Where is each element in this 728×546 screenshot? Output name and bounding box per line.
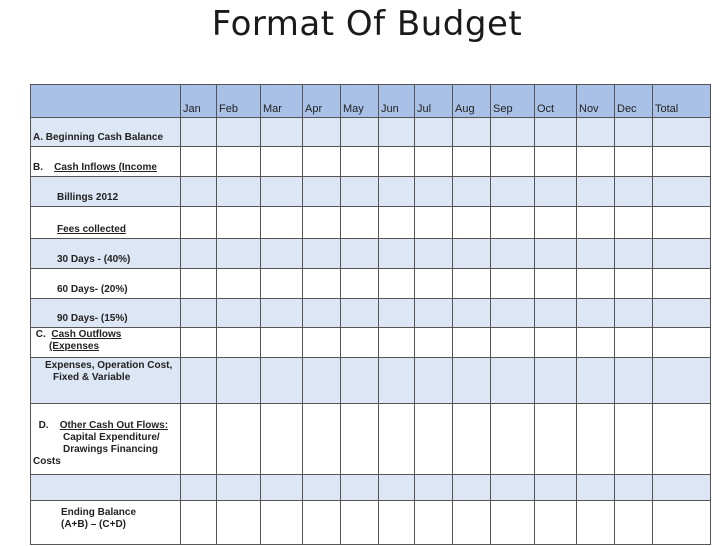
cell-sep[interactable] <box>491 118 535 147</box>
cell-apr[interactable] <box>303 147 341 177</box>
cell-aug[interactable] <box>453 501 491 545</box>
cell-jun[interactable] <box>379 207 415 239</box>
row-label <box>31 475 181 501</box>
cell-may[interactable] <box>341 299 379 328</box>
cell-feb[interactable] <box>217 177 261 207</box>
cell-total[interactable] <box>653 207 711 239</box>
cell-jan[interactable] <box>181 501 217 545</box>
cell-aug[interactable] <box>453 239 491 269</box>
row-expenses <box>31 358 711 404</box>
cell-oct[interactable] <box>535 207 577 239</box>
header-label-cell <box>31 85 181 118</box>
cell-may[interactable] <box>341 269 379 299</box>
cell-nov[interactable] <box>577 207 615 239</box>
cell-oct[interactable] <box>535 358 577 404</box>
header-row <box>31 85 711 118</box>
cell-jul[interactable] <box>415 328 453 358</box>
row-cash-outflows <box>31 328 711 358</box>
cell-nov[interactable] <box>577 177 615 207</box>
cell-aug[interactable] <box>453 299 491 328</box>
cell-aug[interactable] <box>453 147 491 177</box>
cell-jun[interactable] <box>379 239 415 269</box>
cell-mar[interactable] <box>261 328 303 358</box>
cell-nov[interactable] <box>577 475 615 501</box>
cell-mar[interactable] <box>261 475 303 501</box>
cell-mar[interactable] <box>261 147 303 177</box>
cell-jun[interactable] <box>379 404 415 475</box>
cell-oct[interactable] <box>535 501 577 545</box>
cell-may[interactable] <box>341 328 379 358</box>
cell-jun[interactable] <box>379 328 415 358</box>
cell-oct[interactable] <box>535 177 577 207</box>
cell-apr[interactable] <box>303 299 341 328</box>
cell-nov[interactable] <box>577 118 615 147</box>
cell-dec[interactable] <box>615 475 653 501</box>
cell-dec[interactable] <box>615 147 653 177</box>
cell-jul[interactable] <box>415 404 453 475</box>
cell-apr[interactable] <box>303 269 341 299</box>
row-label: Ending Balance (A+B) – (C+D) <box>31 501 181 545</box>
cell-mar[interactable] <box>261 177 303 207</box>
col-header-oct: Oct <box>535 85 577 118</box>
cell-aug[interactable] <box>453 269 491 299</box>
cell-feb[interactable] <box>217 239 261 269</box>
cell-jul[interactable] <box>415 239 453 269</box>
cell-jan[interactable] <box>181 147 217 177</box>
cell-sep[interactable] <box>491 299 535 328</box>
cell-sep[interactable] <box>491 269 535 299</box>
row-90-days <box>31 299 711 328</box>
cell-apr[interactable] <box>303 207 341 239</box>
cell-jul[interactable] <box>415 475 453 501</box>
cell-jul[interactable] <box>415 118 453 147</box>
cell-jan[interactable] <box>181 404 217 475</box>
cell-total[interactable] <box>653 475 711 501</box>
cell-sep[interactable] <box>491 207 535 239</box>
cell-jul[interactable] <box>415 207 453 239</box>
cell-total[interactable] <box>653 358 711 404</box>
row-label: Fees collected <box>31 207 181 239</box>
row-ending-balance <box>31 501 711 545</box>
cell-mar[interactable] <box>261 118 303 147</box>
cell-jan[interactable] <box>181 475 217 501</box>
cell-may[interactable] <box>341 177 379 207</box>
cell-jun[interactable] <box>379 177 415 207</box>
cell-jul[interactable] <box>415 501 453 545</box>
row-fees-collected <box>31 207 711 239</box>
cell-jul[interactable] <box>415 299 453 328</box>
cell-sep[interactable] <box>491 177 535 207</box>
cell-feb[interactable] <box>217 404 261 475</box>
row-label: 90 Days- (15%) <box>31 299 181 328</box>
cell-feb[interactable] <box>217 147 261 177</box>
cell-oct[interactable] <box>535 299 577 328</box>
cell-aug[interactable] <box>453 328 491 358</box>
cell-apr[interactable] <box>303 239 341 269</box>
cell-total[interactable] <box>653 118 711 147</box>
cell-jan[interactable] <box>181 118 217 147</box>
cell-may[interactable] <box>341 207 379 239</box>
cell-may[interactable] <box>341 239 379 269</box>
row-other-outflows <box>31 404 711 475</box>
cell-total[interactable] <box>653 404 711 475</box>
cell-sep[interactable] <box>491 475 535 501</box>
cell-oct[interactable] <box>535 328 577 358</box>
cell-may[interactable] <box>341 501 379 545</box>
cell-total[interactable] <box>653 147 711 177</box>
col-header-may: May <box>341 85 379 118</box>
col-header-apr: Apr <box>303 85 341 118</box>
cell-aug[interactable] <box>453 404 491 475</box>
cell-jul[interactable] <box>415 358 453 404</box>
cell-sep[interactable] <box>491 239 535 269</box>
cell-nov[interactable] <box>577 147 615 177</box>
col-header-nov: Nov <box>577 85 615 118</box>
cell-feb[interactable] <box>217 475 261 501</box>
cell-feb[interactable] <box>217 501 261 545</box>
row-label: Billings 2012 <box>31 177 181 207</box>
row-label: 30 Days - (40%) <box>31 239 181 269</box>
cell-dec[interactable] <box>615 404 653 475</box>
cell-total[interactable] <box>653 177 711 207</box>
row-beginning-cash <box>31 118 711 147</box>
cell-jun[interactable] <box>379 299 415 328</box>
cell-mar[interactable] <box>261 404 303 475</box>
cell-mar[interactable] <box>261 358 303 404</box>
row-label: A. Beginning Cash Balance <box>31 118 181 147</box>
cell-may[interactable] <box>341 358 379 404</box>
cell-may[interactable] <box>341 475 379 501</box>
cell-nov[interactable] <box>577 299 615 328</box>
cell-apr[interactable] <box>303 475 341 501</box>
budget-table <box>30 84 711 545</box>
cell-jan[interactable] <box>181 299 217 328</box>
cell-feb[interactable] <box>217 118 261 147</box>
cell-may[interactable] <box>341 118 379 147</box>
cell-dec[interactable] <box>615 118 653 147</box>
col-header-jun: Jun <box>379 85 415 118</box>
cell-jun[interactable] <box>379 475 415 501</box>
row-label: C. Cash Outflows (Expenses <box>31 328 181 358</box>
cell-dec[interactable] <box>615 269 653 299</box>
cell-total[interactable] <box>653 299 711 328</box>
cell-mar[interactable] <box>261 501 303 545</box>
cell-sep[interactable] <box>491 404 535 475</box>
cell-feb[interactable] <box>217 207 261 239</box>
cell-mar[interactable] <box>261 239 303 269</box>
row-billings <box>31 177 711 207</box>
cell-oct[interactable] <box>535 147 577 177</box>
cell-sep[interactable] <box>491 358 535 404</box>
cell-apr[interactable] <box>303 358 341 404</box>
col-header-mar: Mar <box>261 85 303 118</box>
col-header-dec: Dec <box>615 85 653 118</box>
cell-jun[interactable] <box>379 501 415 545</box>
col-header-sep: Sep <box>491 85 535 118</box>
cell-total[interactable] <box>653 239 711 269</box>
cell-jan[interactable] <box>181 239 217 269</box>
cell-jan[interactable] <box>181 269 217 299</box>
cell-jul[interactable] <box>415 177 453 207</box>
cell-jan[interactable] <box>181 207 217 239</box>
cell-apr[interactable] <box>303 177 341 207</box>
row-label: D. Other Cash Out Flows: Capital Expenditure/ Drawings Financing Costs <box>31 404 181 475</box>
page-title: Format Of Budget <box>211 4 523 44</box>
cell-dec[interactable] <box>615 501 653 545</box>
cell-nov[interactable] <box>577 358 615 404</box>
cell-aug[interactable] <box>453 358 491 404</box>
cell-apr[interactable] <box>303 118 341 147</box>
cell-total[interactable] <box>653 269 711 299</box>
cell-oct[interactable] <box>535 118 577 147</box>
row-label: 60 Days- (20%) <box>31 269 181 299</box>
cell-apr[interactable] <box>303 328 341 358</box>
row-label: B. Cash Inflows (Income <box>31 147 181 177</box>
cell-oct[interactable] <box>535 239 577 269</box>
col-header-total: Total <box>653 85 711 118</box>
cell-jan[interactable] <box>181 177 217 207</box>
cell-dec[interactable] <box>615 299 653 328</box>
row-cash-inflows <box>31 147 711 177</box>
cell-feb[interactable] <box>217 299 261 328</box>
cell-apr[interactable] <box>303 404 341 475</box>
cell-nov[interactable] <box>577 328 615 358</box>
cell-dec[interactable] <box>615 358 653 404</box>
row-blank <box>31 475 711 501</box>
cell-total[interactable] <box>653 328 711 358</box>
col-header-aug: Aug <box>453 85 491 118</box>
cell-aug[interactable] <box>453 118 491 147</box>
cell-nov[interactable] <box>577 269 615 299</box>
cell-may[interactable] <box>341 147 379 177</box>
col-header-jan: Jan <box>181 85 217 118</box>
cell-jul[interactable] <box>415 147 453 177</box>
row-60-days <box>31 269 711 299</box>
cell-apr[interactable] <box>303 501 341 545</box>
cell-sep[interactable] <box>491 147 535 177</box>
cell-oct[interactable] <box>535 475 577 501</box>
cell-dec[interactable] <box>615 177 653 207</box>
cell-nov[interactable] <box>577 404 615 475</box>
cell-nov[interactable] <box>577 501 615 545</box>
cell-sep[interactable] <box>491 328 535 358</box>
cell-may[interactable] <box>341 404 379 475</box>
cell-feb[interactable] <box>217 269 261 299</box>
cell-dec[interactable] <box>615 239 653 269</box>
cell-mar[interactable] <box>261 299 303 328</box>
cell-aug[interactable] <box>453 207 491 239</box>
cell-jul[interactable] <box>415 269 453 299</box>
cell-mar[interactable] <box>261 269 303 299</box>
cell-jun[interactable] <box>379 118 415 147</box>
cell-dec[interactable] <box>615 207 653 239</box>
cell-oct[interactable] <box>535 404 577 475</box>
row-30-days <box>31 239 711 269</box>
cell-mar[interactable] <box>261 207 303 239</box>
cell-jun[interactable] <box>379 269 415 299</box>
cell-feb[interactable] <box>217 358 261 404</box>
cell-jun[interactable] <box>379 147 415 177</box>
cell-total[interactable] <box>653 501 711 545</box>
cell-aug[interactable] <box>453 177 491 207</box>
cell-feb[interactable] <box>217 328 261 358</box>
cell-jun[interactable] <box>379 358 415 404</box>
cell-sep[interactable] <box>491 501 535 545</box>
cell-dec[interactable] <box>615 328 653 358</box>
cell-aug[interactable] <box>453 475 491 501</box>
cell-nov[interactable] <box>577 239 615 269</box>
col-header-jul: Jul <box>415 85 453 118</box>
cell-oct[interactable] <box>535 269 577 299</box>
row-label: Expenses, Operation Cost, Fixed & Variable <box>31 358 181 404</box>
cell-jan[interactable] <box>181 328 217 358</box>
cell-jan[interactable] <box>181 358 217 404</box>
col-header-feb: Feb <box>217 85 261 118</box>
